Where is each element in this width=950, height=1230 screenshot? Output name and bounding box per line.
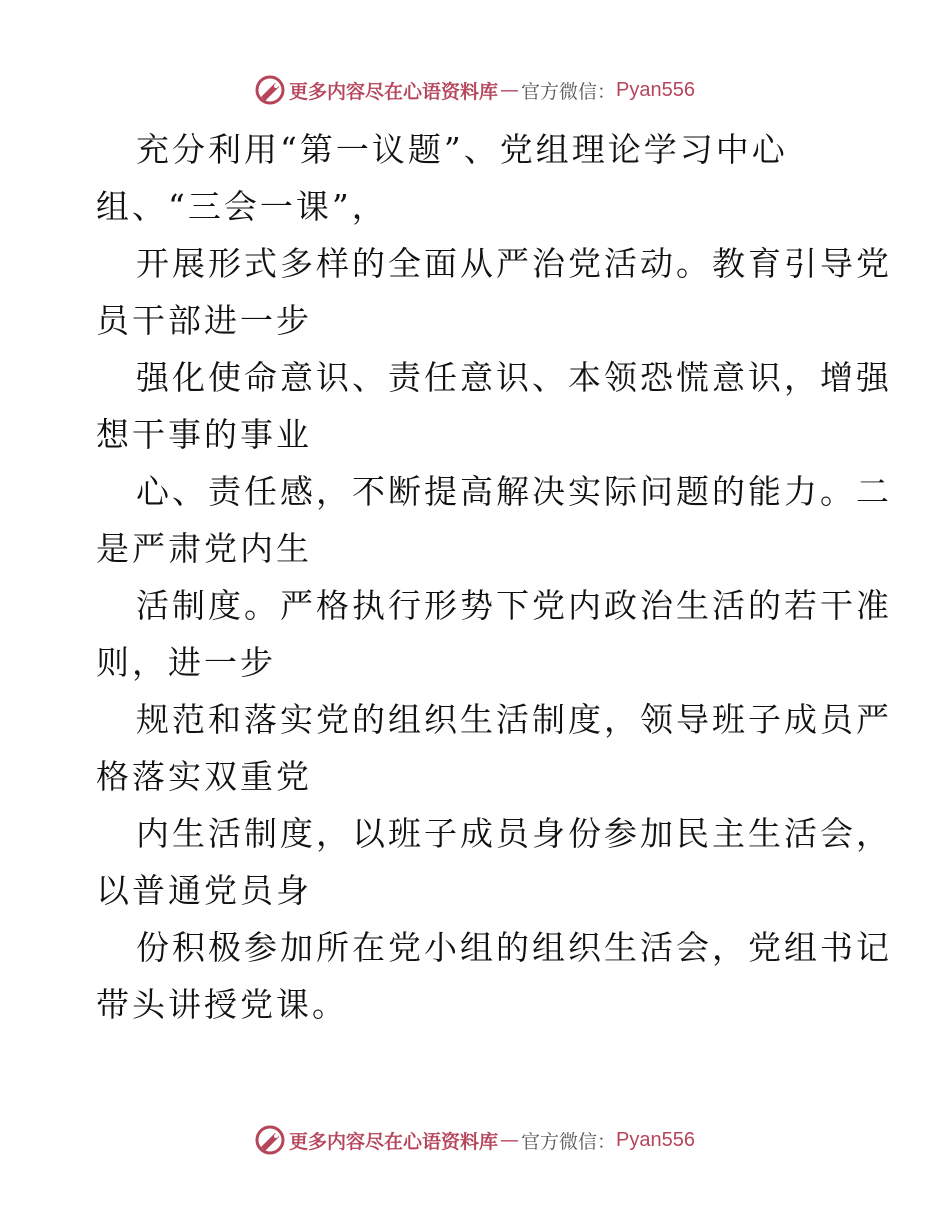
body-line: 格落实双重党 xyxy=(96,757,312,796)
header-wechat-label: 官方微信： xyxy=(521,80,617,103)
header-dash: — xyxy=(500,79,520,101)
body-line: 内生活制度，以班子成员身份参加民主生活会， xyxy=(136,814,892,853)
body-line: 组、“三会一课”， xyxy=(96,187,388,226)
body-line: 想干事的事业 xyxy=(96,415,312,454)
body-line: 带头讲授党课。 xyxy=(96,985,348,1024)
footer-dash: — xyxy=(500,1129,520,1151)
body-line: 开展形式多样的全面从严治党活动。教育引导党 xyxy=(136,244,892,283)
body-line: 充分利用“第一议题”、党组理论学习中心 xyxy=(136,130,788,169)
body-line: 份积极参加所在党小组的组织生活会，党组书记 xyxy=(136,928,892,967)
footer-wechat-id: Pyan556 xyxy=(616,1128,695,1151)
header-banner xyxy=(0,70,950,110)
body-line: 则，进一步 xyxy=(96,643,276,682)
pen-nib-logo-icon xyxy=(255,75,285,105)
header-wechat-id: Pyan556 xyxy=(616,78,695,101)
body-line: 是严肃党内生 xyxy=(96,529,312,568)
body-line: 员干部进一步 xyxy=(96,301,312,340)
body-line: 规范和落实党的组织生活制度，领导班子成员严 xyxy=(136,700,892,739)
pen-nib-logo-icon xyxy=(255,1125,285,1155)
footer-banner xyxy=(0,1120,950,1160)
body-line: 活制度。严格执行形势下党内政治生活的若干准 xyxy=(136,586,892,625)
footer-wechat-label: 官方微信： xyxy=(521,1130,617,1153)
body-line: 以普通党员身 xyxy=(96,871,312,910)
footer-brand-text: 更多内容尽在心语资料库 xyxy=(289,1130,499,1153)
body-line: 强化使命意识、责任意识、本领恐慌意识，增强 xyxy=(136,358,892,397)
body-line: 心、责任感，不断提高解决实际问题的能力。二 xyxy=(136,472,892,511)
header-brand-text: 更多内容尽在心语资料库 xyxy=(289,80,499,103)
